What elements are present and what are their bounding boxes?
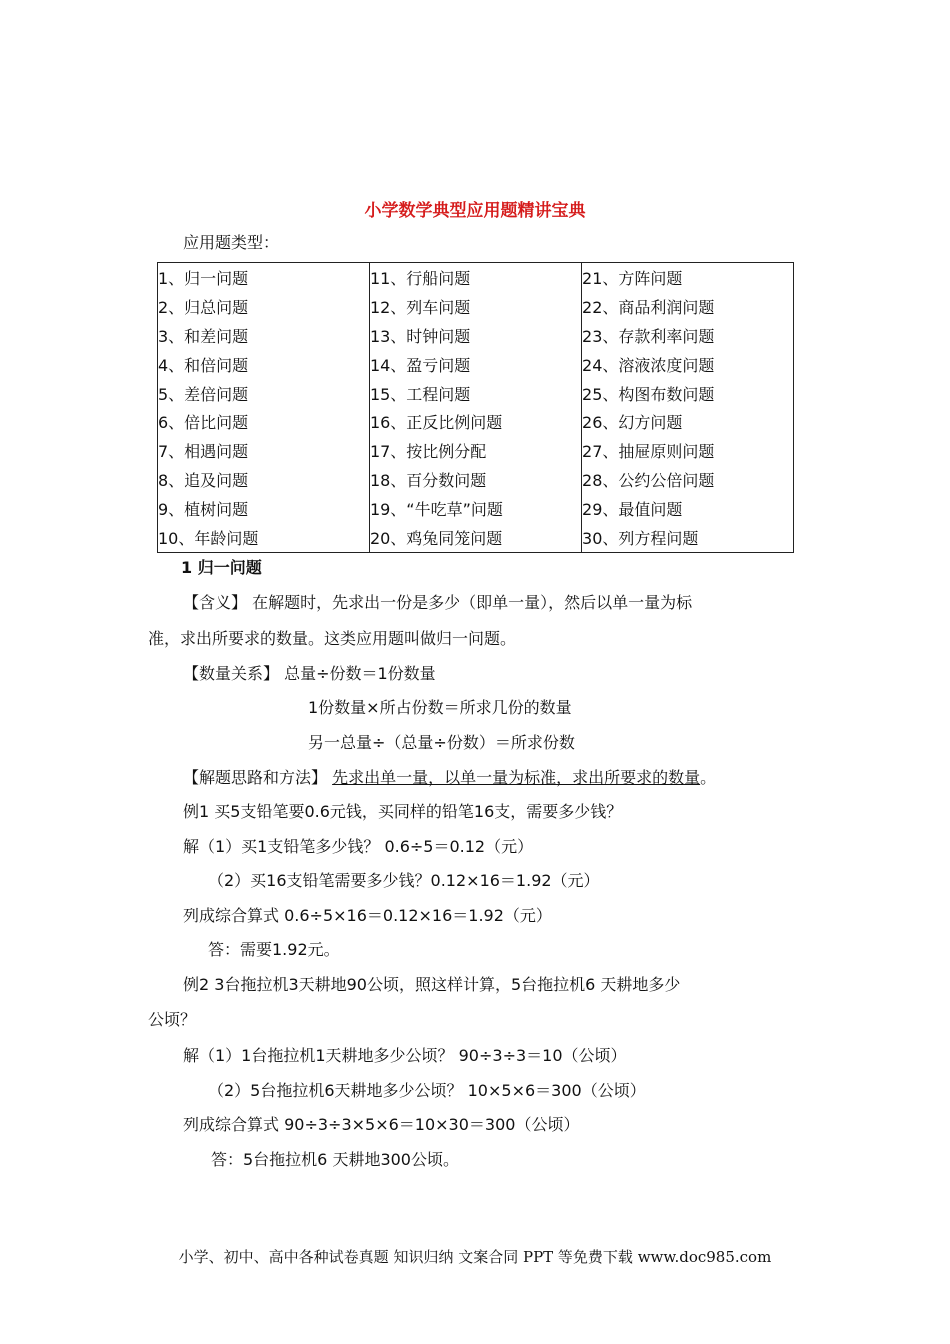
types-cell: 6、倍比问题 [158,407,370,436]
relation-line-3: 另一总量÷（总量÷份数）＝所求份数 [308,733,575,752]
meaning-line-2: 准，求出所要求的数量。这类应用题叫做归一问题。 [148,629,517,648]
types-cell: 16、正反比例问题 [369,407,581,436]
types-row [158,292,794,321]
types-cell: 3、和差问题 [158,321,370,350]
types-cell: 21、方阵问题 [582,263,794,292]
types-cell: 19、“牛吃草”问题 [369,494,581,523]
types-row [158,436,794,465]
types-cell: 26、幻方问题 [582,407,794,436]
types-cell: 22、商品利润问题 [582,292,794,321]
types-row [158,350,794,379]
types-cell: 18、百分数问题 [369,465,581,494]
types-row [158,494,794,523]
example2-step1: 解（1）1台拖拉机1天耕地多少公顷？ 90÷3÷3＝10（公顷） [183,1046,627,1065]
types-cell: 29、最值问题 [582,494,794,523]
types-cell: 24、溶液浓度问题 [582,350,794,379]
types-row [158,407,794,436]
types-row [158,379,794,408]
method-end: 。 [700,768,717,787]
types-cell: 11、行船问题 [369,263,581,292]
problem-types-table [157,262,794,553]
relation-line-2: 1份数量×所占份数＝所求几份的数量 [308,698,572,717]
types-cell: 13、时钟问题 [369,321,581,350]
document-title: 小学数学典型应用题精讲宝典 [364,201,586,221]
example2-answer: 答：5台拖拉机6 天耕地300公顷。 [211,1150,459,1169]
types-cell: 10、年龄问题 [158,523,370,552]
types-row [158,465,794,494]
example2-combined: 列成综合算式 90÷3÷3×5×6＝10×30＝300（公顷） [183,1115,580,1134]
types-cell: 20、鸡兔同笼问题 [369,523,581,552]
types-cell: 12、列车问题 [369,292,581,321]
types-cell: 17、按比例分配 [369,436,581,465]
types-label: 应用题类型： [183,233,280,252]
example1-combined: 列成综合算式 0.6÷5×16＝0.12×16＝1.92（元） [183,906,552,925]
method-label: 【解题思路和方法】 [183,768,333,787]
section-heading: 1 归一问题 [181,558,262,577]
types-cell: 25、构图布数问题 [582,379,794,408]
types-cell: 14、盈亏问题 [369,350,581,379]
method-line [183,765,716,788]
example2-question-line1: 例2 3台拖拉机3天耕地90公顷，照这样计算，5台拖拉机6 天耕地多少 [183,975,681,994]
types-cell: 7、相遇问题 [158,436,370,465]
types-cell: 27、抽屉原则问题 [582,436,794,465]
types-cell: 8、追及问题 [158,465,370,494]
types-cell: 15、工程问题 [369,379,581,408]
types-cell: 5、差倍问题 [158,379,370,408]
types-cell: 4、和倍问题 [158,350,370,379]
method-text: 先求出单一量，以单一量为标准，求出所要求的数量 [332,768,701,787]
meaning-line-1: 【含义】 在解题时，先求出一份是多少（即单一量），然后以单一量为标 [183,593,693,612]
relation-line-1: 【数量关系】 总量÷份数＝1份数量 [183,664,436,683]
types-cell: 23、存款利率问题 [582,321,794,350]
types-cell: 9、植树问题 [158,494,370,523]
example1-question: 例1 买5支铅笔要0.6元钱，买同样的铅笔16支，需要多少钱？ [183,802,623,821]
types-row [158,321,794,350]
example1-step2: （2）买16支铅笔需要多少钱？0.12×16＝1.92（元） [208,871,600,890]
example2-step2: （2）5台拖拉机6天耕地多少公顷？ 10×5×6＝300（公顷） [208,1081,646,1100]
types-row [158,263,794,292]
example1-answer: 答：需要1.92元。 [208,940,340,959]
types-cell: 2、归总问题 [158,292,370,321]
example1-step1: 解（1）买1支铅笔多少钱？ 0.6÷5＝0.12（元） [183,837,534,856]
types-cell: 30、列方程问题 [582,523,794,552]
types-row [158,523,794,552]
types-cell: 28、公约公倍问题 [582,465,794,494]
example2-question-line2: 公顷？ [148,1010,197,1029]
types-cell: 1、归一问题 [158,263,370,292]
footer-text: 小学、初中、高中各种试卷真题 知识归纳 文案合同 PPT 等免费下载 www.doc985.com [178,1248,772,1266]
